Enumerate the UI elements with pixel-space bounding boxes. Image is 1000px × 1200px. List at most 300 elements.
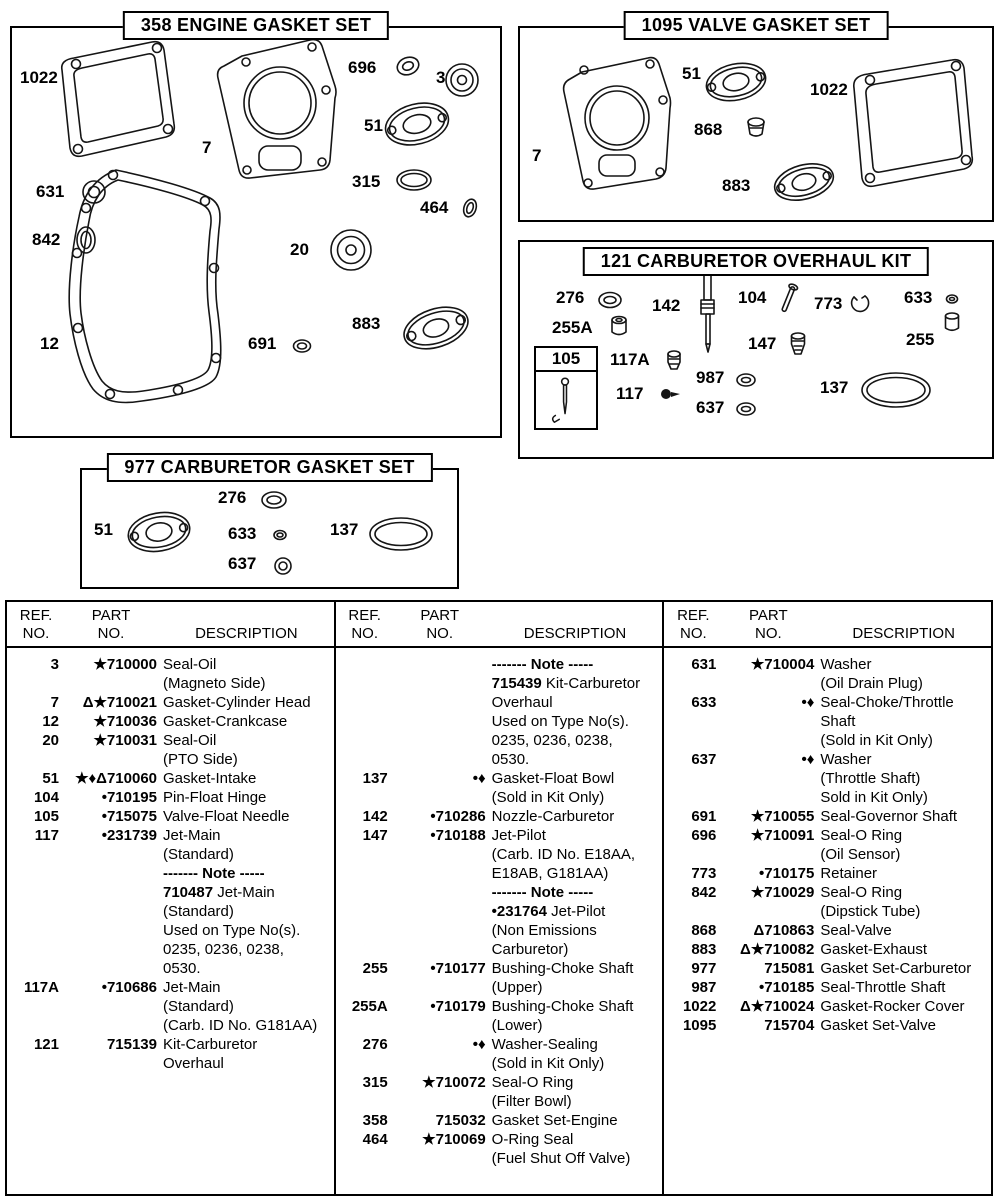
desc-line: Bushing-Choke Shaft (491, 998, 634, 1015)
description (820, 959, 989, 978)
part-label-633: 633 (904, 288, 933, 307)
desc-line: Gasket-Float Bowl (491, 770, 615, 787)
gasket-51-shape (703, 58, 769, 106)
ref-no: 3 (50, 656, 59, 673)
header-part-no (722, 607, 814, 643)
desc-line: Gasket-Intake (163, 770, 257, 787)
part-no: •710179 (430, 998, 486, 1015)
part-label-142: 142 (652, 296, 681, 315)
desc-line: Kit-Carburetor (163, 1036, 258, 1053)
part-label-987: 987 (696, 368, 725, 387)
part-no: ★710029 (750, 884, 815, 901)
valve-gasket-illustration (520, 28, 992, 220)
nozzle-142-shape (701, 267, 714, 353)
desc-line: Overhaul (163, 1055, 224, 1072)
description (163, 1035, 332, 1073)
description (492, 826, 661, 959)
part-label-117: 117 (616, 384, 644, 403)
float-needle-shape (534, 372, 598, 430)
table-row (342, 1130, 661, 1168)
seal-691-shape (294, 340, 311, 352)
panel-engine-gasket-set (10, 15, 502, 438)
description (820, 1016, 989, 1035)
desc-line: (Carb. ID No. E18AA, (491, 846, 636, 863)
description (492, 1073, 661, 1111)
ref-no: 631 (691, 656, 717, 673)
part-no: 715032 (435, 1112, 486, 1129)
desc-line: Used on Type No(s). (163, 922, 301, 939)
desc-line: Seal-Oil (163, 732, 217, 749)
part-no: ★710072 (422, 1074, 486, 1091)
desc-line: •231764 Jet-Pilot (491, 903, 606, 920)
description (492, 1111, 661, 1130)
table-header (336, 602, 663, 648)
desc-line: Seal-Throttle Shaft (820, 979, 946, 996)
ref-no: 121 (33, 1036, 59, 1053)
part-no: •710195 (101, 789, 157, 806)
table-header (664, 602, 991, 648)
part-no: •231739 (101, 827, 157, 844)
seal-633-shape (947, 295, 958, 303)
panel-carburetor-overhaul-kit (518, 240, 994, 459)
part-no: 715139 (106, 1036, 157, 1053)
ref-no: 633 (691, 694, 717, 711)
table-row (13, 826, 332, 978)
table-row (670, 1016, 989, 1035)
ref-no: 147 (362, 827, 388, 844)
part-no: ★710000 (93, 656, 157, 673)
desc-line: Gasket-Crankcase (163, 713, 288, 730)
ref-no: 637 (691, 751, 717, 768)
desc-line: (Standard) (163, 846, 234, 863)
ref-no: 20 (42, 732, 59, 749)
panel-title-carb-overhaul: 121 CARBURETOR OVERHAUL KIT (583, 247, 929, 276)
ref-no: 117 (34, 827, 59, 844)
ref-no (342, 655, 388, 769)
header-ref-no (13, 607, 59, 643)
part-no: •710175 (759, 865, 815, 882)
part-label-117A: 117A (610, 350, 650, 369)
part-label-255: 255 (906, 330, 935, 349)
description (820, 864, 989, 883)
part-no: ★710004 (750, 656, 815, 673)
desc-line: Seal-O Ring (820, 884, 903, 901)
ref-no: 358 (362, 1112, 388, 1129)
ref-no: 883 (691, 941, 717, 958)
oring-137-shape (370, 518, 432, 550)
desc-line: Gasket Set-Carburetor (820, 960, 972, 977)
part-label-637: 637 (696, 398, 725, 417)
part-no (394, 655, 486, 769)
description (163, 693, 332, 712)
seal-3-shape (446, 64, 478, 96)
part-label-1022: 1022 (20, 68, 58, 87)
gasket-7-shape (218, 40, 336, 179)
description (163, 731, 332, 769)
table-row (13, 788, 332, 807)
description (492, 1035, 661, 1073)
desc-line: Shaft (820, 713, 856, 730)
desc-line: Gasket-Rocker Cover (820, 998, 965, 1015)
header-part-line1: PART (91, 607, 131, 624)
table-row (342, 1035, 661, 1073)
panel-valve-gasket-set (518, 15, 994, 222)
desc-line: Jet-Main (163, 979, 221, 996)
desc-line: Overhaul (491, 694, 553, 711)
panel-title-engine-gasket: 358 ENGINE GASKET SET (123, 11, 389, 40)
header-part-line2: NO. (97, 625, 125, 642)
retainer-773-shape (852, 296, 869, 311)
desc-line: (Oil Sensor) (820, 846, 901, 863)
desc-line: 0235, 0236, 0238, (491, 732, 613, 749)
header-ref-line2: NO. (351, 625, 378, 642)
ref-no: 773 (691, 865, 717, 882)
part-label-868: 868 (694, 120, 723, 139)
header-description: DESCRIPTION (195, 625, 298, 642)
table-header (7, 602, 334, 648)
table-row (670, 826, 989, 864)
description (820, 807, 989, 826)
table-row (670, 883, 989, 921)
ref-no: 104 (33, 789, 59, 806)
description (492, 655, 661, 769)
oring-464-shape (462, 198, 479, 219)
desc-line: (Throttle Shaft) (820, 770, 921, 787)
header-ref-line1: REF. (348, 607, 381, 624)
desc-line: Gasket Set-Valve (820, 1017, 936, 1034)
desc-line: Seal-O Ring (820, 827, 903, 844)
desc-line: Washer (820, 656, 872, 673)
desc-line: Gasket-Cylinder Head (163, 694, 311, 711)
gasket-12-shape (69, 170, 221, 403)
desc-line: Seal-Valve (820, 922, 892, 939)
engine-gasket-illustration (12, 28, 500, 436)
ref-no: 1095 (682, 1017, 717, 1034)
desc-line: (Standard) (163, 903, 234, 920)
table-row (342, 826, 661, 959)
description (492, 959, 661, 997)
part-label-20: 20 (290, 240, 309, 259)
ref-no: 12 (42, 713, 59, 730)
description (163, 712, 332, 731)
table-row (13, 769, 332, 788)
table-row (342, 769, 661, 807)
header-part-line2: NO. (755, 625, 782, 642)
desc-line: 0530. (491, 751, 530, 768)
table-row (670, 807, 989, 826)
description (820, 978, 989, 997)
desc-line: (Fuel Shut Off Valve) (491, 1150, 631, 1167)
table-column-3 (664, 602, 991, 1194)
description (820, 826, 989, 864)
part-no: •710185 (759, 979, 815, 996)
desc-line: Jet-Main (163, 827, 221, 844)
table-row (670, 655, 989, 693)
ref-no: 255A (351, 998, 388, 1015)
desc-line: Seal-Choke/Throttle (820, 694, 954, 711)
part-no: •710177 (430, 960, 486, 977)
table-row (670, 959, 989, 978)
description (163, 826, 332, 978)
part-label-3: 3 (436, 68, 446, 87)
desc-line: (Sold in Kit Only) (491, 789, 605, 806)
ref-no: 977 (691, 960, 717, 977)
table-row (13, 1035, 332, 1073)
gasket-7-shape (564, 58, 671, 190)
part-label-464: 464 (420, 198, 449, 217)
bushing-255A-shape (612, 317, 626, 335)
header-part-line1: PART (749, 607, 788, 624)
ref-no: 255 (362, 960, 388, 977)
description (163, 655, 332, 693)
table-column-2 (336, 602, 665, 1194)
float-needle-kit-box (534, 346, 598, 430)
table-row (670, 940, 989, 959)
part-no: •710286 (430, 808, 486, 825)
part-label-51: 51 (682, 64, 701, 83)
table-row (670, 921, 989, 940)
table-row (13, 978, 332, 1035)
part-no: ★710091 (750, 827, 815, 844)
table-rows-column-2 (336, 648, 663, 1168)
part-no: •710686 (101, 979, 157, 996)
ref-no: 464 (362, 1131, 388, 1148)
part-label-1022: 1022 (810, 80, 848, 99)
table-row (342, 1111, 661, 1130)
header-ref-line2: NO. (22, 625, 50, 642)
part-label-51: 51 (364, 116, 383, 135)
table-column-1 (7, 602, 336, 1194)
table-row (13, 731, 332, 769)
header-ref-no (342, 607, 388, 643)
desc-line: ------- Note ----- (491, 656, 594, 673)
description (163, 807, 332, 826)
table-rows-column-1 (7, 648, 334, 1073)
bushing-255-shape (946, 313, 959, 330)
header-part-line2: NO. (426, 625, 453, 642)
part-no: •715075 (101, 808, 157, 825)
desc-line: Gasket-Exhaust (820, 941, 928, 958)
header-part-no (394, 607, 486, 643)
description (820, 655, 989, 693)
seal-987-shape (737, 374, 755, 386)
part-label-276: 276 (556, 288, 585, 307)
header-ref-line1: REF. (677, 607, 710, 624)
desc-line: ------- Note ----- (491, 884, 594, 901)
ref-no: 105 (33, 808, 59, 825)
gasket-51-shape (125, 508, 193, 556)
part-label-137: 137 (330, 520, 359, 539)
part-no: •710188 (430, 827, 486, 844)
part-no: ★♦Δ710060 (75, 770, 157, 787)
desc-line: Nozzle-Carburetor (491, 808, 615, 825)
table-rows-column-3 (664, 648, 991, 1035)
description (820, 883, 989, 921)
part-label-255A: 255A (552, 318, 593, 337)
part-no: •♦ (801, 751, 815, 768)
part-no: ★710055 (750, 808, 815, 825)
description (492, 807, 661, 826)
part-no: ★710036 (93, 713, 157, 730)
desc-line: Seal-Governor Shaft (820, 808, 958, 825)
description (492, 1130, 661, 1168)
table-row (342, 807, 661, 826)
desc-line: (Sold in Kit Only) (820, 732, 933, 749)
seal-696-shape (395, 54, 421, 77)
part-label-276: 276 (218, 488, 247, 507)
part-label-691: 691 (248, 334, 277, 353)
desc-line: (Sold in Kit Only) (491, 1055, 605, 1072)
gasket-51-shape (381, 97, 453, 151)
panel-title-valve-gasket: 1095 VALVE GASKET SET (624, 11, 889, 40)
ref-no: 137 (362, 770, 388, 787)
desc-line: Washer (820, 751, 872, 768)
table-row (670, 978, 989, 997)
part-label-883: 883 (352, 314, 381, 333)
gasket-883-shape (771, 158, 838, 206)
ref-no: 842 (691, 884, 717, 901)
part-no: •♦ (472, 770, 486, 787)
ref-no: 51 (42, 770, 59, 787)
gasket-1022-shape (62, 42, 175, 157)
header-ref-line1: REF. (19, 607, 53, 624)
jet-117A-shape (668, 351, 680, 369)
desc-line: (Magneto Side) (163, 675, 266, 692)
seal-20-shape (331, 230, 371, 270)
table-row (342, 655, 661, 769)
gasket-137-shape (862, 373, 930, 407)
desc-line: Sold in Kit Only) (820, 789, 928, 806)
gasket-883-shape (399, 300, 474, 357)
part-no: Δ★710082 (740, 941, 815, 958)
pin-104-shape (779, 283, 798, 313)
description (820, 693, 989, 750)
desc-line: ------- Note ----- (163, 865, 265, 882)
description (492, 997, 661, 1035)
desc-line: Washer-Sealing (491, 1036, 598, 1053)
ref-no: 691 (691, 808, 717, 825)
desc-line: 0235, 0236, 0238, (163, 941, 284, 958)
desc-line: Carburetor) (491, 941, 569, 958)
desc-line: E18AB, G181AA) (491, 865, 609, 882)
ref-no: 315 (362, 1074, 388, 1091)
desc-line: (Upper) (491, 979, 543, 996)
table-row (13, 807, 332, 826)
washer-637-shape (275, 558, 291, 574)
part-label-7: 7 (532, 146, 542, 165)
ref-no: 987 (691, 979, 717, 996)
washer-276-shape (599, 293, 621, 308)
table-row (342, 1073, 661, 1111)
part-no: 715081 (764, 960, 815, 977)
description (820, 921, 989, 940)
desc-line: Seal-O Ring (491, 1074, 574, 1091)
washer-276-shape (262, 492, 286, 508)
desc-line: (PTO Side) (163, 751, 238, 768)
part-label-7: 7 (202, 138, 212, 157)
part-label-842: 842 (32, 230, 61, 249)
table-row (13, 655, 332, 693)
gasket-1022-shape (854, 60, 973, 187)
header-ref-line2: NO. (680, 625, 707, 642)
description (820, 997, 989, 1016)
part-label-631: 631 (36, 182, 65, 201)
desc-line: Gasket Set-Engine (491, 1112, 618, 1129)
ref-no: 117A (23, 979, 59, 996)
table-row (670, 693, 989, 750)
header-part-line1: PART (420, 607, 459, 624)
description (820, 940, 989, 959)
table-row (670, 997, 989, 1016)
part-no: Δ710863 (753, 922, 815, 939)
seal-633-shape (274, 531, 286, 540)
table-row (13, 712, 332, 731)
header-ref-no (670, 607, 716, 643)
desc-line: O-Ring Seal (491, 1131, 574, 1148)
part-label-315: 315 (352, 172, 381, 191)
part-label-12: 12 (40, 334, 59, 353)
part-label-51: 51 (94, 520, 113, 539)
part-label-105: 105 (534, 346, 598, 372)
desc-line: (Standard) (163, 998, 234, 1015)
part-label-637: 637 (228, 554, 257, 573)
desc-line: Pin-Float Hinge (163, 789, 267, 806)
desc-line: Bushing-Choke Shaft (491, 960, 634, 977)
desc-line: (Dipstick Tube) (820, 903, 921, 920)
desc-line: 715439 Kit-Carburetor (491, 675, 641, 692)
description (492, 769, 661, 807)
part-no: Δ★710021 (82, 694, 157, 711)
header-description: DESCRIPTION (523, 625, 627, 642)
ref-no: 1022 (682, 998, 717, 1015)
table-row (670, 750, 989, 807)
desc-line: (Lower) (491, 1017, 543, 1034)
panel-title-carb-gasket: 977 CARBURETOR GASKET SET (106, 453, 432, 482)
part-label-137: 137 (820, 378, 849, 397)
description (163, 978, 332, 1035)
part-label-696: 696 (348, 58, 377, 77)
description (820, 750, 989, 807)
table-row (342, 959, 661, 997)
desc-line: (Filter Bowl) (491, 1093, 572, 1110)
part-no: ★710069 (422, 1131, 486, 1148)
seal-868-shape (748, 118, 764, 136)
ref-no: 142 (362, 808, 388, 825)
desc-line: (Carb. ID No. G181AA) (163, 1017, 318, 1034)
part-label-773: 773 (814, 294, 843, 313)
desc-line: Valve-Float Needle (163, 808, 290, 825)
table-row (670, 864, 989, 883)
part-label-104: 104 (738, 288, 767, 307)
part-no: •♦ (472, 1036, 486, 1053)
desc-line: Retainer (820, 865, 878, 882)
description (163, 788, 332, 807)
parts-table (5, 600, 993, 1196)
part-no: Δ★710024 (740, 998, 815, 1015)
panel-carburetor-gasket-set (80, 457, 459, 589)
ref-no: 868 (691, 922, 717, 939)
ref-no: 696 (691, 827, 717, 844)
table-row (13, 693, 332, 712)
ref-no: 276 (362, 1036, 388, 1053)
carb-gasket-illustration (82, 470, 457, 587)
header-part-no (65, 607, 157, 643)
jet-147-shape (792, 333, 805, 354)
part-no: •♦ (801, 694, 815, 711)
table-row (342, 997, 661, 1035)
header-description: DESCRIPTION (852, 625, 955, 642)
oring-315-shape (397, 170, 431, 190)
